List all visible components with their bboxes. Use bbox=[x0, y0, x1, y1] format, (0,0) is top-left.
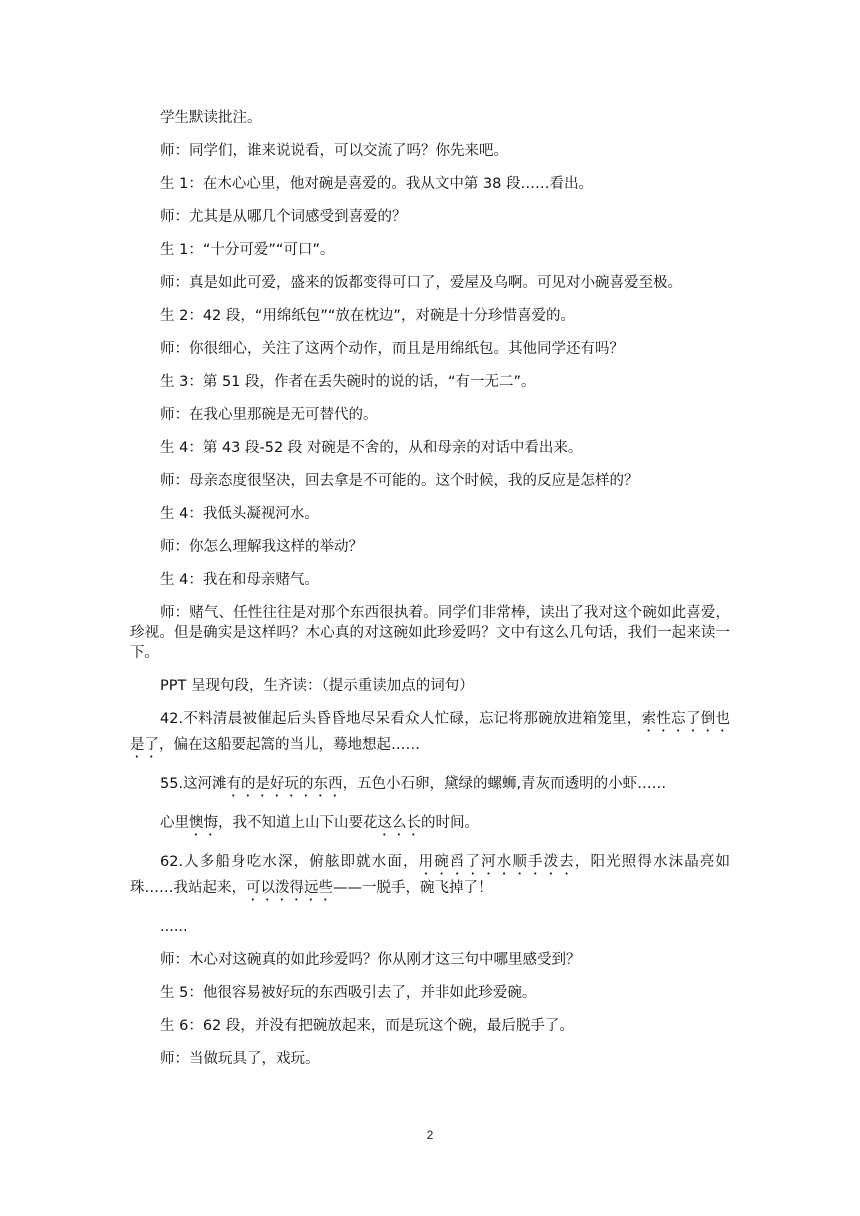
paragraph: 师：你怎么理解我这样的举动？ bbox=[160, 539, 363, 555]
paragraph: 师：你很细心，关注了这两个动作，而且是用绵纸包。其他同学还有吗？ bbox=[160, 341, 624, 357]
emphasized-text: 懊悔 bbox=[189, 815, 218, 831]
paragraph: 学生默读批注。 bbox=[160, 110, 262, 126]
quote-62 bbox=[130, 852, 730, 904]
quote-text: 42.不料清晨被催起后头昏昏地尽呆看众人忙碌，忘记将那碗放进箱笼里， bbox=[160, 711, 642, 727]
paragraph: 师：尤其是从哪几个词感受到喜爱的？ bbox=[160, 209, 407, 225]
paragraph: 师：赌气、任性往往是对那个东西很执着。同学们非常棒，读出了我对这个碗如此喜爱，珍视。但是确实是这样吗？木心真的对这碗如此珍爱吗？文中有这么几句话，我们一起来读一下。 bbox=[130, 605, 730, 661]
document-body bbox=[130, 108, 730, 1082]
emphasized-text: 用碗舀了河水顺手泼去 bbox=[418, 854, 575, 870]
quote-regret bbox=[130, 813, 730, 839]
paragraph: 师：真是如此可爱，盛来的饭都变得可口了，爱屋及乌啊。可见对小碗喜爱至极。 bbox=[160, 275, 682, 291]
paragraph: 生 1：在木心心里，他对碗是喜爱的。我从文中第 38 段……看出。 bbox=[160, 176, 594, 192]
emphasized-text: 索性忘了倒也是了 bbox=[130, 711, 731, 753]
emphasized-text: 可以泼得远些 bbox=[246, 880, 333, 896]
quote-text: 62.人多船身吃水深，俯舷即就水面， bbox=[160, 854, 419, 870]
paragraph: 师：木心对这碗真的如此珍爱吗？你从刚才这三句中哪里感受到？ bbox=[160, 952, 581, 968]
paragraph: 师：在我心里那碗是无可替代的。 bbox=[160, 407, 378, 423]
emphasized-text: 这么长 bbox=[377, 815, 421, 831]
paragraph: 生 3：第 51 段，作者在丢失碗时的说的话，“有一无二”。 bbox=[160, 374, 536, 390]
emphasized-text: 有的是好玩的东西 bbox=[226, 776, 343, 792]
quote-text: 的时间。 bbox=[421, 815, 479, 831]
quote-55 bbox=[130, 774, 730, 800]
quote-text: ，阳光照得水沫晶亮如珠……我站起来， bbox=[130, 854, 731, 896]
quote-42 bbox=[130, 709, 730, 761]
paragraph: 生 5：他很容易被好玩的东西吸引去了，并非如此珍爱碗。 bbox=[160, 985, 537, 1001]
paragraph: 生 6：62 段，并没有把碗放起来，而是玩这个碗，最后脱手了。 bbox=[160, 1018, 574, 1034]
quote-text: 心里 bbox=[160, 815, 189, 831]
quote-text: ——一脱手，碗飞掉了！ bbox=[333, 880, 493, 896]
paragraph: 生 1：“十分可爱”“可口”。 bbox=[160, 242, 335, 258]
quote-text: ，我不知道上山下山要花 bbox=[218, 815, 378, 831]
ellipsis: ...... bbox=[160, 919, 188, 935]
paragraph: 师：当做玩具了，戏玩。 bbox=[160, 1051, 320, 1067]
quote-text: ，五色小石卵，黛绿的螺蛳,青灰而透明的小虾…… bbox=[342, 776, 667, 792]
paragraph: PPT 呈现句段，生齐读：（提示重读加点的词句） bbox=[160, 678, 474, 694]
page-number: 2 bbox=[426, 1128, 434, 1142]
paragraph: 生 2：42 段，“用绵纸包”“放在枕边”，对碗是十分珍惜喜爱的。 bbox=[160, 308, 575, 324]
paragraph: 师：母亲态度很坚决，回去拿是不可能的。这个时候，我的反应是怎样的？ bbox=[160, 473, 639, 489]
paragraph: 师：同学们，谁来说说看，可以交流了吗？你先来吧。 bbox=[160, 143, 508, 159]
paragraph: 生 4：第 43 段-52 段 对碗是不舍的，从和母亲的对话中看出来。 bbox=[160, 440, 583, 456]
paragraph: 生 4：我低头凝视河水。 bbox=[160, 506, 319, 522]
quote-text: 55.这河滩 bbox=[160, 776, 227, 792]
paragraph: 生 4：我在和母亲赌气。 bbox=[160, 572, 319, 588]
quote-text: ，偏在这船要起篙的当儿，蓦地想起…… bbox=[159, 737, 420, 753]
